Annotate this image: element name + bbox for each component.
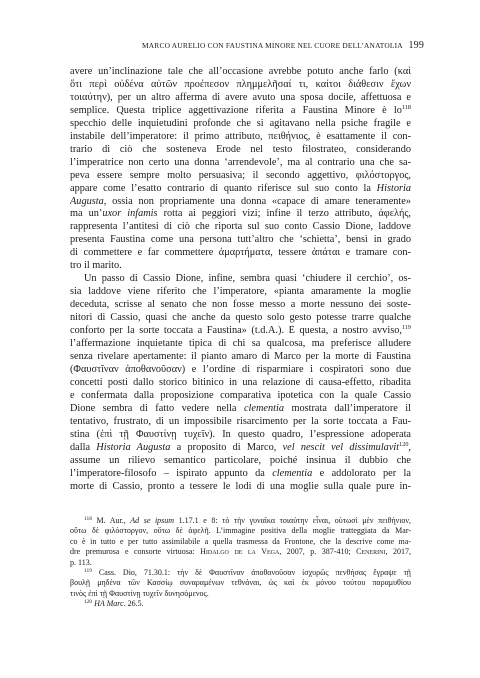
text-line [70,221,411,234]
text-line [70,79,411,92]
italic-run: clementia [272,467,313,479]
text-line [70,105,411,118]
text-run: trario di ciò che sosteneva Erode nel testo filostrateo, considerando [70,143,411,155]
text-line [70,92,411,105]
text-run: specchio delle inquietudini profonde che si agitavano nella psiche fragile e [70,117,411,129]
text-line [70,468,411,481]
text-run: senza rivelare apertamente: il pianto amaro di Marco per la morte di Faustina [70,350,411,362]
text-line [70,247,411,260]
footnote-line [70,589,411,599]
text-run: peva essere sempre molto persuasiva; il secondo aggettivo, φιλόστοργος, [70,169,411,181]
text-run: p. 113. [70,557,92,567]
text-run: Cass. Dio, 71.30.1: τὴν δὲ Φαυστῖναν ἀποθανοῦσαν ἰσχυρῶς πενθήσας ἔγραψε τῇ [98,568,411,578]
text-run: tro il marito. [70,260,122,272]
footnote [70,516,411,568]
text-line [70,131,411,144]
footnote-line [70,547,411,557]
text-run: rappresenta l’antitesi di ciò che riporta sul suo conto Cassio Dione, laddove [70,221,411,233]
text-run: . È questa, a nostro avviso, [281,325,402,337]
text-line [70,338,411,351]
text-run: τοιαύτην), per un altro afferma di avere avuto una sposa docile, affettuosa e [70,91,411,103]
footnote-ref: 118 [401,104,411,111]
text-line [70,481,411,494]
text-line [70,416,411,429]
text-run: l’affermazione inquietante tipica di chi sa qualcosa, ma preferisce alludere [70,338,411,350]
footnote [70,599,411,609]
text-run: presenta Faustina come una persona tutt’altro che ‘schietta’, bensì in grado [70,234,411,246]
footnote-ref: 120 [399,441,409,448]
text-run: e confermata dalla proposizione comparativa ipotetica con la quale Cassio [70,389,411,401]
footnotes [70,516,411,610]
text-run: οὕτω δὲ φιλόστοργον, οὕτω δὲ ἀφελῆ. L’immagine positiva della moglie tratteggiata da Mar- [70,526,411,536]
smallcaps-run: Hidalgo de la Vega [200,547,280,557]
text-run: βουλῇ μηδένα τῶν Κασσίῳ συναραμένων τεθνάναι, ὡς καὶ ἐκ μόνου τούτου παραμυθίου [70,578,411,588]
text-line [70,196,411,209]
text-run: stina (ἐπὶ τῇ Φαυστίνῃ τυχεῖν). In questo quadro, l’espressione adoperata [70,428,411,440]
footnote-line [70,599,411,609]
text-run: ὅτι περὶ οὐδένα αὐτῶν προέπεσον πλημμελῆσαί τι, καίτοι διάθεσιν ἔχων [70,78,411,90]
text-line [70,299,411,312]
text-line [70,183,411,196]
text-run: dalla [70,441,97,453]
text-run: morte di Cassio, pronto a tessere le lodi di una moglie sulla quale pure in- [70,480,411,492]
footnote-line [70,578,411,588]
text-line [70,455,411,468]
text-run: rotta ai peggiori vizi; infine il terzo attributo, ἀφελής, [157,208,411,220]
text-run: l’imperatore-filosofo – ispirato appunto da [70,467,273,479]
body-text [70,66,411,493]
text-line [70,312,411,325]
text-run: , [408,441,411,453]
text-line [70,157,411,170]
text-line [70,208,411,221]
text-run: assume un rilievo semantico particolare, poiché insinua il dubbio che [70,454,411,466]
italic-run: Historia Augusta [96,441,171,453]
text-run: nitori di Cassio, quasi che anche da questo solo gesto potesse trarre qualche [70,312,411,324]
text-run: , 2017, [385,547,411,557]
text-run: instabile dell’imperatore: il primo attributo, πειθήνιος, è esattamente il con- [70,130,411,142]
italic-run: HA Marc. [94,599,126,609]
footnote-line [70,526,411,536]
text-line [70,118,411,131]
italic-run: vel nescit vel dissimulavit [282,441,400,453]
text-run: M. Aur., [96,516,131,525]
text-line [70,66,411,79]
page-number: 199 [408,40,425,51]
text-run: di commettere e far commettere ἁμαρτήματα, tessere ἀπάται e tramare con- [70,247,411,259]
text-run: 26.5. [125,599,144,609]
text-line [70,260,411,273]
footnote-line [70,558,411,568]
text-line [70,273,411,286]
running-header [142,40,425,51]
footnote-line [70,537,411,547]
italic-run: clementia [243,402,284,414]
text-run: semplice [70,104,107,116]
footnote-ref: 119 [401,325,411,332]
text-run: , ossia non propriamente una donna «capace di amare teneramente» [103,195,411,207]
text-line [70,429,411,442]
text-run: τινὸς ἐπὶ τῇ Φαυστίνῃ τυχεῖν δυνησόμενος. [70,588,209,598]
text-run: co è in tutto e per tutto assimilabile a quella trasmessa da Frontone, che la descrive come ma- [70,536,411,546]
text-line [70,403,411,416]
text-line [70,170,411,183]
text-run: dre premurosa e consorte virtuosa: [70,547,201,557]
text-line [70,442,411,455]
italic-run: Historia [376,182,411,194]
text-line [70,390,411,403]
text-run: a proposito di Marco, [170,441,283,453]
footnote-number: 119 [84,568,92,575]
footnote-line [70,568,411,578]
footnote [70,568,411,599]
text-run: deceduta, scrisse al senato che non fosse messo a morte nessuno dei soste- [70,299,411,311]
footnote-line [70,516,411,526]
text-run: mostrata dall’imperatore il [283,402,411,414]
text-run: . Questa triplice aggettivazione riferita a Faustina Minore è lo [106,104,402,116]
text-run: l’imperatrice non certo una donna ‘arrendevole’, ma al contrario una che sa- [70,156,411,168]
smallcaps-run: Cenerini [356,547,386,557]
text-run: Un passo di Cassio Dione, infine, sembra quasi ‘chiudere il cerchio’, os- [84,273,411,285]
text-run: ma un’ [70,208,103,220]
footnote-number: 120 [84,599,93,606]
text-run: 1.17.1 e 8: τὸ τὴν γυναῖκα τοιαύτην εἶναι, οὑτωσὶ μὲν πειθήνιον, [174,516,411,525]
text-line [70,234,411,247]
italic-run: Augusta [70,195,104,207]
text-run: appare come l’esatto contrario di quanto riferisce sul suo conto la [70,182,377,194]
text-run: Dione sembra di fatto vedere nella [70,402,244,414]
text-line [70,364,411,377]
running-title: MARCO AURELIO CON FAUSTINA MINORE NEL CUORE DELL’ANATOLIA [142,41,403,50]
text-run: conforto per la sorte toccata a Faustina» (t.d.A.) [70,325,282,337]
italic-run: uxor infamis [102,208,158,220]
text-run: e addolorato per la [312,467,411,479]
text-run: avere un’inclinazione tale che all’occasione avrebbe potuto anche farlo (καὶ [70,66,411,77]
text-run: (Φαυστῖναν ἀποθανοῦσαν) e l’ordine di risparmiare i cospiratori sono due [70,363,411,375]
text-run: tentativo, frustrato, di un impossibile risarcimento per la sorte toccata a Fau- [70,415,411,427]
text-line [70,144,411,157]
text-run: , 2007, p. 387-410; [279,547,357,557]
text-line [70,286,411,299]
text-line [70,351,411,364]
text-line [70,325,411,338]
italic-run: Ad se ipsum [130,516,175,525]
text-run: sia laddove viene riferito che l’imperatore, «pianta amaramente la moglie [70,286,411,298]
footnote-number: 118 [84,516,92,522]
text-line [70,377,411,390]
text-run: concetti posti dallo storico bitinico in una relazione di causa-effetto, ribadita [70,376,411,388]
